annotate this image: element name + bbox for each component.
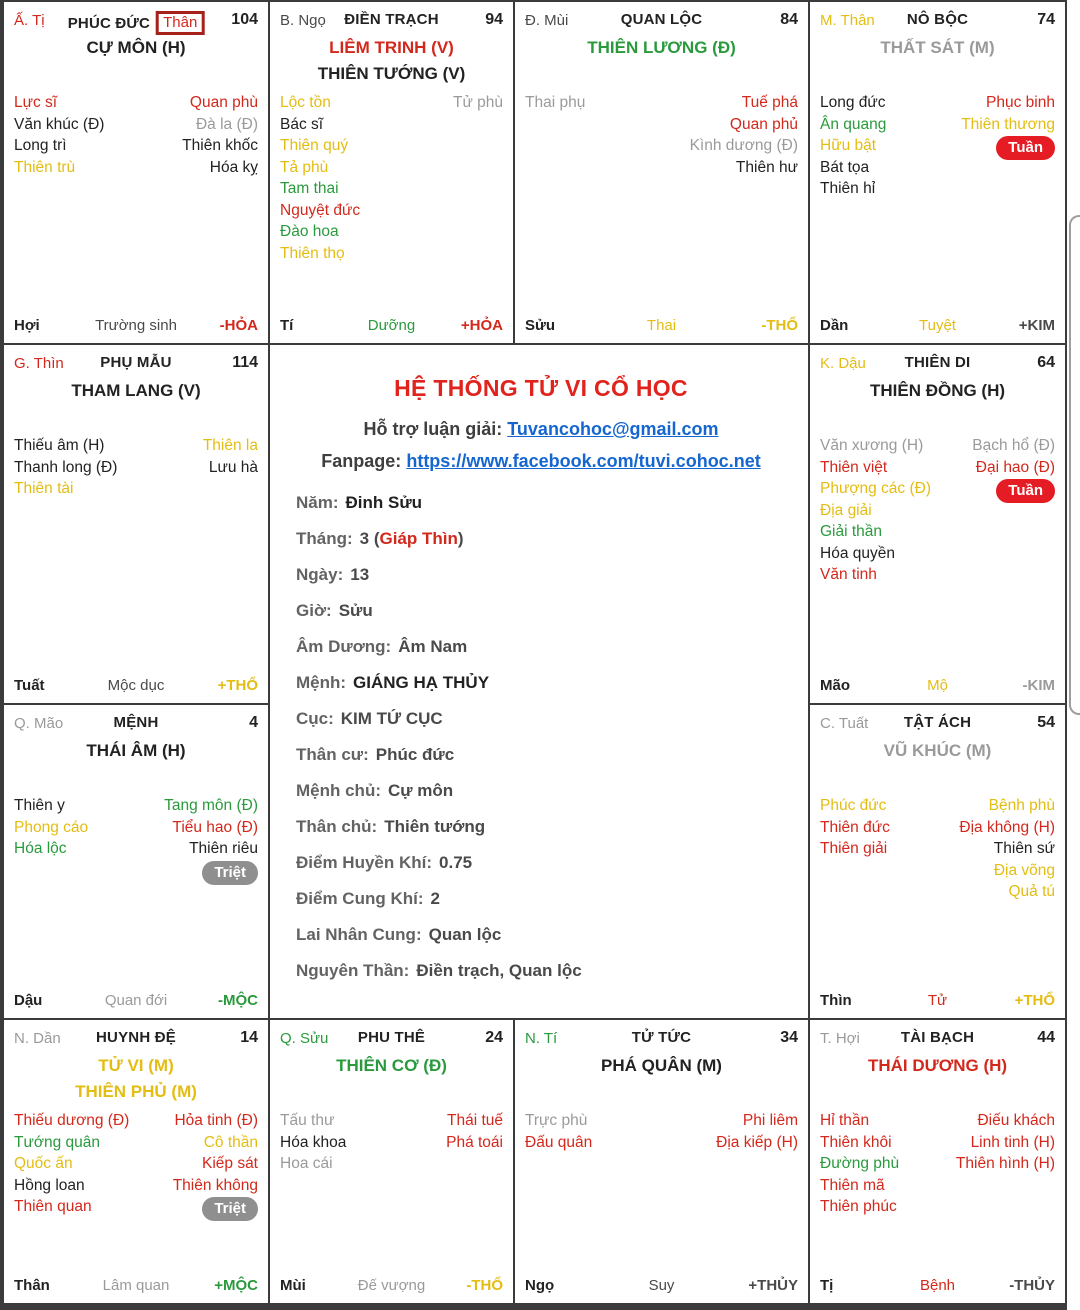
minor-star: Thiên hư (735, 158, 798, 176)
triet-badge: Triệt (202, 861, 258, 885)
info-label: Âm Dương: (296, 637, 392, 656)
minor-star: Lộc tồn (280, 94, 331, 111)
minor-star: Tử phù (452, 94, 503, 111)
cell-branch: Tuất (14, 677, 45, 694)
info-line (296, 665, 786, 701)
major-stars (820, 1053, 1055, 1109)
minor-star: Thai phụ (525, 94, 586, 111)
tuan-badge: Tuần (996, 136, 1055, 160)
fanpage-line (296, 451, 786, 472)
info-value: Điền trạch, Quan lộc (416, 961, 582, 980)
minor-star: Tả phù (280, 158, 329, 176)
cell-element: +KIM (1018, 317, 1056, 334)
cung-cell-no-boc (810, 2, 1065, 343)
minor-star: Long đức (820, 94, 886, 111)
major-stars (280, 35, 503, 91)
info-value: Thiên tướng (384, 817, 486, 836)
minor-star: Thiên riêu (189, 840, 258, 857)
minor-star: Linh tinh (H) (970, 1133, 1055, 1151)
info-label: Tháng: (296, 529, 353, 548)
cell-house-name: PHU THÊ (357, 1029, 426, 1046)
minor-star: Thiên hỉ (820, 180, 876, 197)
cell-header (14, 713, 258, 735)
minor-star: Quan phù (189, 94, 258, 111)
info-line (296, 773, 786, 809)
minor-star: Thiên khốc (182, 137, 258, 154)
minor-star: Trực phù (525, 1112, 588, 1129)
cell-element: -KIM (1022, 677, 1056, 694)
cell-house-name: TỬ TỨC (631, 1029, 692, 1046)
triet-badge: Triệt (202, 1197, 258, 1221)
cell-header (280, 1028, 503, 1050)
minor-star: Quốc ấn (14, 1155, 73, 1172)
major-star: VŨ KHÚC (M) (883, 741, 992, 760)
major-star: THAM LANG (V) (71, 381, 201, 400)
minor-star: Thiên la (202, 437, 258, 454)
cell-life-stage: Tử (927, 992, 948, 1009)
minor-star: Địa võng (993, 861, 1055, 879)
major-stars (280, 1053, 503, 1109)
minor-star: Thiếu âm (H) (14, 437, 105, 454)
major-stars (820, 378, 1055, 434)
minor-star: Thiên không (172, 1176, 258, 1194)
minor-star: Quả tú (1008, 883, 1055, 900)
minor-star: Hoa cái (280, 1155, 333, 1172)
minor-star: Lực sĩ (14, 94, 58, 111)
major-star: THÁI DƯƠNG (H) (867, 1056, 1008, 1075)
minor-star: Tang môn (Đ) (164, 797, 258, 814)
info-line (296, 593, 786, 629)
cell-bottom-row (280, 1277, 503, 1294)
cell-number: 44 (1037, 1029, 1055, 1046)
cell-bottom-row (525, 317, 798, 334)
major-star: THIÊN LƯƠNG (Đ) (587, 38, 736, 57)
cell-number: 104 (231, 11, 258, 28)
support-email-link[interactable]: Tuvancohoc@gmail.com (507, 419, 719, 439)
cell-house-name: THIÊN DI (904, 354, 971, 371)
cell-can-chi: C. Tuất (820, 715, 869, 732)
cell-header (820, 1028, 1055, 1050)
cell-element: -THỦY (1009, 1277, 1056, 1294)
minor-star: Phục binh (986, 94, 1055, 111)
minor-star: Phong cáo (14, 818, 89, 836)
info-label: Ngày: (296, 565, 344, 584)
cell-branch: Thìn (820, 992, 852, 1009)
major-star: THIÊN PHỦ (M) (75, 1082, 197, 1101)
info-line (296, 557, 786, 593)
minor-star: Thiên sứ (993, 840, 1055, 857)
cell-header (525, 1028, 798, 1050)
info-value: Giáp Thìn (379, 529, 458, 548)
info-line (296, 485, 786, 521)
minor-star: Thiên đức (820, 818, 890, 836)
cell-can-chi: Ấ. Tị (14, 12, 45, 29)
app-title: HỆ THỐNG TỬ VI CỔ HỌC (394, 375, 688, 401)
major-star: THÁI ÂM (H) (86, 741, 186, 760)
info-line (296, 809, 786, 845)
info-line (296, 881, 786, 917)
cell-branch: Sửu (525, 317, 556, 334)
minor-star: Ân quang (820, 115, 887, 133)
cell-life-stage: Dưỡng (367, 317, 416, 334)
minor-star: Văn tinh (820, 566, 877, 583)
minor-star: Thiên y (14, 797, 65, 814)
cell-life-stage: Đế vượng (357, 1277, 426, 1294)
major-star: CỰ MÔN (H) (86, 38, 186, 57)
minor-star: Thiếu dương (Đ) (14, 1112, 130, 1129)
cung-cell-tat-ach (810, 705, 1065, 1018)
minor-star: Thiên quý (280, 137, 349, 154)
info-label: Thân chủ: (296, 817, 378, 836)
cell-header (820, 353, 1055, 375)
minor-star: Kiếp sát (201, 1155, 258, 1172)
birth-info-list (296, 485, 786, 989)
info-value: Âm Nam (398, 637, 468, 656)
minor-star: Thiên mã (820, 1176, 885, 1194)
cell-element: -MỘC (218, 992, 258, 1009)
cell-element: -THỔ (761, 317, 798, 334)
minor-star: Bệnh phù (988, 797, 1055, 814)
minor-star: Hữu bật (820, 137, 877, 154)
cell-number: 14 (240, 1029, 258, 1046)
cung-cell-phu-the (270, 1020, 513, 1303)
info-label: Cục: (296, 709, 334, 728)
minor-star: Kình dương (Đ) (689, 137, 798, 154)
info-value: Đinh Sửu (345, 493, 423, 512)
cell-bottom-row (14, 677, 258, 694)
info-value: ) (457, 529, 464, 548)
minor-star: Phượng các (Đ) (820, 480, 931, 497)
cell-house-name: PHÚC ĐỨC (67, 14, 151, 32)
fanpage-url-link[interactable]: https://www.facebook.com/tuvi.cohoc.net (406, 451, 761, 471)
major-star: THẤT SÁT (M) (880, 38, 995, 57)
cell-house-name: ĐIỀN TRẠCH (344, 11, 439, 28)
support-line (296, 419, 786, 440)
info-line (296, 953, 786, 989)
cell-branch: Tị (820, 1277, 834, 1294)
cell-bottom-row (820, 677, 1055, 694)
cell-number: 54 (1037, 714, 1055, 731)
minor-star: Thiên thọ (280, 244, 345, 262)
cell-bottom-row (525, 1277, 798, 1294)
minor-star: Quan phủ (729, 115, 798, 133)
major-stars (14, 378, 258, 434)
cell-can-chi: Q. Mão (14, 715, 64, 732)
info-label: Lai Nhân Cung: (296, 925, 422, 944)
minor-star: Địa giải (820, 501, 872, 519)
cell-number: 74 (1037, 11, 1055, 28)
minor-star: Tướng quân (14, 1133, 101, 1151)
minor-star: Thiên thương (961, 115, 1055, 133)
minor-star: Bát tọa (820, 158, 870, 176)
cell-house-name: MỆNH (113, 714, 159, 731)
info-label: Mệnh chủ: (296, 781, 381, 800)
minor-star: Đường phù (820, 1155, 900, 1172)
fanpage-label: Fanpage: (321, 451, 402, 471)
than-indicator-badge: Thân (156, 11, 204, 35)
cell-branch: Dần (820, 317, 849, 334)
cell-life-stage: Lâm quan (102, 1277, 170, 1294)
cell-can-chi: T. Hợi (820, 1030, 860, 1047)
cung-cell-thien-di (810, 345, 1065, 703)
cell-life-stage: Thai (646, 317, 677, 334)
cell-number: 4 (249, 714, 258, 731)
cung-cell-menh (4, 705, 268, 1018)
cell-house-name: HUYNH ĐỆ (96, 1029, 176, 1046)
minor-star: Thiên hình (H) (955, 1155, 1055, 1172)
info-value: GIÁNG HẠ THỦY (353, 673, 490, 692)
tuan-badge: Tuần (996, 479, 1055, 503)
cell-header (820, 713, 1055, 735)
minor-star: Văn khúc (Đ) (14, 115, 105, 133)
cell-header (14, 10, 258, 32)
minor-star: Tuế phá (741, 94, 798, 111)
cell-house-name: NÔ BỘC (906, 11, 969, 28)
cell-element: +MỘC (214, 1277, 258, 1294)
minor-star: Văn xương (H) (820, 437, 924, 454)
info-line (296, 917, 786, 953)
cell-number: 114 (232, 354, 258, 371)
cell-can-chi: G. Thìn (14, 355, 64, 372)
minor-star: Thiên giải (820, 840, 888, 857)
cell-bottom-row (820, 1277, 1055, 1294)
info-label: Điểm Cung Khí: (296, 889, 424, 908)
minor-star: Phúc đức (820, 797, 887, 814)
info-line (296, 521, 786, 557)
info-value: 3 ( (359, 529, 380, 548)
minor-star: Hỉ thần (820, 1112, 870, 1129)
cell-element: -HỎA (219, 317, 258, 334)
info-label: Nguyên Thần: (296, 961, 410, 980)
minor-star: Đào hoa (280, 223, 339, 240)
cung-cell-phu-mau (4, 345, 268, 703)
info-value: Quan lộc (428, 925, 502, 944)
cell-header (820, 10, 1055, 32)
cung-cell-tu-tuc (515, 1020, 808, 1303)
minor-star: Bác sĩ (280, 115, 324, 133)
cell-life-stage: Bệnh (919, 1277, 956, 1294)
info-label: Giờ: (296, 601, 332, 620)
major-star: LIÊM TRINH (V) (329, 38, 454, 57)
cell-element: +HỎA (460, 317, 504, 334)
cell-bottom-row (14, 1277, 258, 1294)
cell-number: 24 (485, 1029, 503, 1046)
minor-star: Địa kiếp (H) (716, 1133, 798, 1151)
major-star: PHÁ QUÂN (M) (601, 1056, 722, 1075)
cung-cell-quan-loc (515, 2, 808, 343)
major-stars (525, 35, 798, 91)
minor-star: Đà la (Đ) (195, 115, 258, 133)
cell-header (14, 1028, 258, 1050)
cell-life-stage: Trường sinh (95, 317, 177, 334)
info-label: Năm: (296, 493, 339, 512)
cell-can-chi: N. Dần (14, 1030, 61, 1047)
cell-branch: Ngọ (525, 1277, 555, 1294)
info-value: Phúc đức (375, 745, 455, 764)
info-label: Mệnh: (296, 673, 347, 692)
cell-element: -THỔ (466, 1277, 504, 1294)
minor-star: Cô thần (203, 1133, 258, 1151)
cell-bottom-row (820, 317, 1055, 334)
cell-branch: Hợi (14, 317, 40, 334)
cell-header (280, 10, 503, 32)
cell-bottom-row (14, 992, 258, 1009)
info-label: Thân cư: (296, 745, 369, 764)
minor-star: Hồng loan (14, 1176, 85, 1194)
cell-branch: Dậu (14, 992, 43, 1009)
minor-star: Thiên quan (14, 1198, 92, 1215)
minor-star: Thanh long (Đ) (14, 458, 118, 476)
major-stars (14, 1053, 258, 1109)
cell-house-name: QUAN LỘC (620, 11, 703, 28)
cell-can-chi: Q. Sửu (280, 1030, 329, 1047)
cell-branch: Tí (280, 317, 294, 334)
center-info-panel (270, 345, 808, 1018)
minor-star: Hóa lộc (14, 840, 67, 857)
minor-star: Hỏa tinh (Đ) (174, 1112, 258, 1129)
cell-can-chi: M. Thân (820, 12, 875, 29)
cell-life-stage: Tuyệt (919, 317, 956, 334)
cung-cell-tai-bach (810, 1020, 1065, 1303)
major-star: THIÊN CƠ (Đ) (336, 1056, 447, 1075)
cell-house-name: TẬT ÁCH (903, 714, 972, 731)
cell-bottom-row (280, 317, 503, 334)
info-line (296, 629, 786, 665)
cell-number: 34 (780, 1029, 798, 1046)
major-stars (820, 738, 1055, 794)
cell-can-chi: N. Tí (525, 1030, 558, 1047)
info-value: KIM TỨ CỤC (340, 709, 443, 728)
scrollbar-thumb[interactable] (1069, 215, 1080, 715)
minor-star: Tấu thư (280, 1112, 335, 1129)
support-label: Hỗ trợ luận giải: (363, 419, 503, 439)
cell-life-stage: Quan đới (104, 992, 168, 1009)
cell-branch: Thân (14, 1277, 50, 1294)
cell-number: 94 (485, 11, 503, 28)
cell-element: +THỔ (217, 677, 258, 694)
info-line (296, 845, 786, 881)
cell-can-chi: Đ. Mùi (525, 12, 569, 29)
cell-element: +THỦY (748, 1277, 798, 1294)
major-stars (14, 738, 258, 794)
cell-bottom-row (820, 992, 1055, 1009)
minor-star: Đại hao (Đ) (975, 458, 1055, 476)
minor-star: Đấu quân (525, 1133, 593, 1151)
cung-cell-phuc-duc (4, 2, 268, 343)
cell-life-stage: Suy (648, 1277, 675, 1294)
info-value: 0.75 (439, 853, 473, 872)
minor-star: Tam thai (280, 180, 339, 197)
minor-star: Địa không (H) (959, 818, 1055, 836)
minor-star: Phi liêm (742, 1112, 798, 1129)
cell-element: +THỔ (1014, 992, 1056, 1009)
cell-number: 84 (780, 11, 798, 28)
major-star: THIÊN TƯỚNG (V) (317, 64, 466, 83)
minor-star: Thiên tài (14, 480, 74, 497)
major-stars (14, 35, 258, 91)
minor-star: Thái tuế (446, 1112, 503, 1129)
cell-can-chi: B. Ngọ (280, 12, 326, 29)
major-star: THIÊN ĐỒNG (H) (869, 381, 1006, 400)
major-star: TỬ VI (M) (98, 1056, 174, 1075)
minor-star: Hóa khoa (280, 1133, 347, 1151)
minor-star: Thiên trù (14, 158, 76, 176)
cell-life-stage: Mộ (927, 677, 948, 694)
cung-cell-huynh-de (4, 1020, 268, 1303)
minor-star: Hóa quyền (820, 544, 895, 562)
info-value: Sửu (338, 601, 373, 620)
cell-life-stage: Mộc dục (107, 677, 165, 694)
minor-star: Thiên phúc (820, 1198, 897, 1215)
info-line (296, 701, 786, 737)
minor-star: Điếu khách (977, 1112, 1055, 1129)
cell-number: 64 (1037, 354, 1055, 371)
cung-cell-dien-trach (270, 2, 513, 343)
cell-header (14, 353, 258, 375)
minor-star: Tiểu hao (Đ) (172, 818, 258, 836)
info-line (296, 737, 786, 773)
minor-star: Hóa kỵ (209, 158, 258, 176)
cell-house-name: PHỤ MẪU (100, 354, 172, 371)
minor-star: Nguyệt đức (280, 201, 361, 219)
minor-star: Giải thần (820, 523, 883, 540)
info-value: 13 (350, 565, 370, 584)
cell-bottom-row (14, 317, 258, 334)
cell-branch: Mùi (280, 1277, 306, 1294)
info-value: 2 (430, 889, 440, 908)
cell-can-chi: K. Dậu (820, 355, 866, 372)
minor-star: Thiên khôi (820, 1133, 892, 1151)
cell-header (525, 10, 798, 32)
minor-star: Lưu hà (208, 458, 258, 476)
major-stars (820, 35, 1055, 91)
minor-star: Bạch hổ (Đ) (972, 437, 1055, 454)
minor-star: Long trì (14, 137, 67, 154)
minor-star: Phá toái (446, 1133, 503, 1151)
info-value: Cự môn (388, 781, 454, 800)
major-stars (525, 1053, 798, 1109)
cell-house-name: TÀI BẠCH (900, 1029, 975, 1046)
cell-branch: Mão (820, 677, 850, 694)
minor-star: Thiên việt (820, 458, 888, 476)
info-label: Điểm Huyền Khí: (296, 853, 433, 872)
